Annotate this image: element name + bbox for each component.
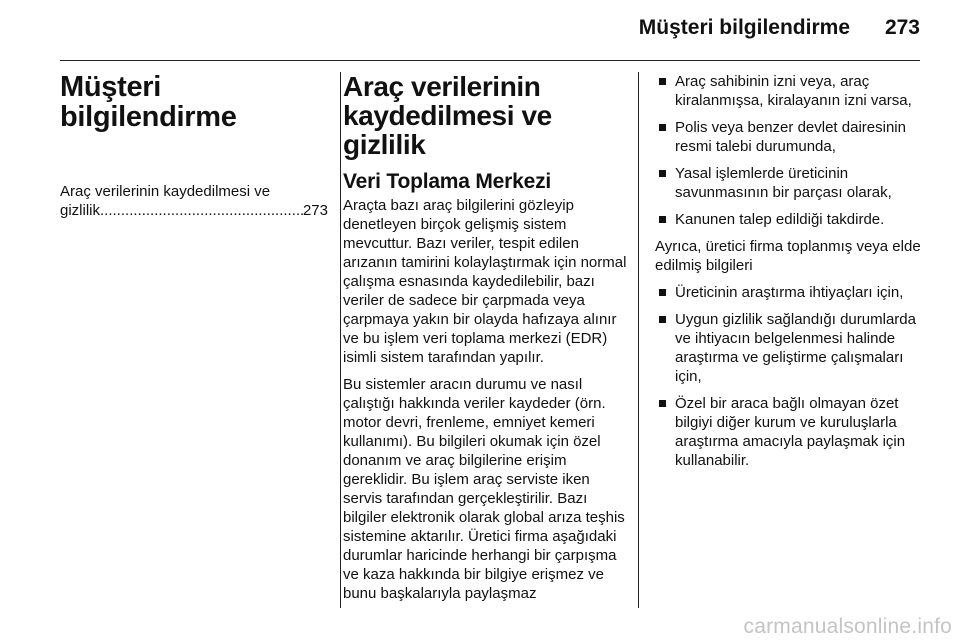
square-bullet-icon bbox=[659, 316, 666, 323]
bullet-list-disclosure-conditions bbox=[655, 72, 923, 229]
list-item bbox=[655, 283, 923, 302]
body-paragraph: Ayrıca, üretici firma toplanmış veya elde edilmiş bilgileri bbox=[655, 238, 921, 274]
toc-entry-page: 273 bbox=[302, 202, 328, 219]
list-item bbox=[655, 164, 923, 202]
square-bullet-icon bbox=[659, 216, 666, 223]
square-bullet-icon bbox=[659, 124, 666, 131]
right-column bbox=[655, 72, 923, 478]
middle-column bbox=[343, 72, 628, 611]
toc-entry-line2: gizlilik bbox=[60, 202, 101, 219]
table-of-contents bbox=[60, 182, 328, 220]
list-item bbox=[655, 394, 923, 470]
square-bullet-icon bbox=[659, 170, 666, 177]
toc-entry-row bbox=[60, 201, 328, 220]
body-paragraph: Araçta bazı araç bilgilerini gözleyip denetleyen birçok gelişmiş sistem mevcuttur. Bazı veriler, tespit edilen arızanın tamirini kolaylaştırmak için normal çalışma esnasında kaydedilebilir, bazı veriler de sadece bir çarpmada veya çarpmaya yakın bir olayda hafızaya alınır ve bu işlem veri toplama merkezi (EDR) isimli sistem tarafından yapılır. bbox=[343, 197, 627, 366]
bullet-list-data-usage bbox=[655, 283, 923, 470]
list-item-text: Yasal işlemlerde üreticinin savunmasının bir parçası olarak, bbox=[675, 165, 892, 201]
list-item-text: Kanunen talep edildiği takdirde. bbox=[675, 211, 885, 228]
subsection-heading: Veri Toplama Merkezi bbox=[343, 170, 552, 193]
watermark: carmanualsonline.info bbox=[743, 615, 952, 638]
toc-leader-dots bbox=[100, 201, 303, 220]
page-number: 273 bbox=[884, 16, 920, 39]
square-bullet-icon bbox=[659, 78, 666, 85]
list-item-text: Üreticinin araştırma ihtiyaçları için, bbox=[675, 284, 904, 301]
list-item bbox=[655, 118, 923, 156]
list-item-text: Polis veya benzer devlet dairesinin resmi talebi durumunda, bbox=[675, 119, 906, 155]
list-item-text: Uygun gizlilik sağlandığı durumlarda ve ihtiyacın belgelenmesi halinde araştırma ve geliştirme çalışmaları için, bbox=[675, 311, 916, 385]
section-heading: Araç verilerinin kaydedilmesi ve gizlilik bbox=[343, 71, 552, 160]
square-bullet-icon bbox=[659, 400, 666, 407]
toc-entry[interactable] bbox=[60, 182, 328, 220]
list-item bbox=[655, 310, 923, 386]
chapter-heading: Müşteri bilgilendirme bbox=[60, 71, 237, 133]
toc-entry-line1: Araç verilerinin kaydedilmesi ve bbox=[60, 183, 271, 200]
list-item-text: Özel bir araca bağlı olmayan özet bilgiyi diğer kurum ve kuruluşlarla araştırma amacıyla paylaşmak için kullanabilir. bbox=[675, 395, 906, 469]
list-item-text: Araç sahibinin izni veya, araç kiralanmışsa, kiralayanın izni varsa, bbox=[675, 73, 912, 109]
column-divider-right bbox=[638, 72, 639, 608]
header-divider bbox=[60, 60, 920, 61]
left-column bbox=[60, 72, 328, 220]
body-paragraph: Bu sistemler aracın durumu ve nasıl çalıştığı hakkında veriler kaydeder (örn. motor devri, frenleme, emniyet kemeri kullanımı). Bu bilgileri okumak için özel donanım ve araç bilgilerine erişim gereklidir. Bu işlem araç serviste iken servis tarafından gerçekleştirilir. Bazı bilgiler elektronik olarak global arıza teşhis sistemine aktarılır. Üretici firma aşağıdaki durumlar haricinde herhangi bir çarpışma ve kaza hakkında bir bilgiye erişmez ve bunu başkalarıyla paylaşmaz bbox=[343, 376, 625, 602]
list-item bbox=[655, 72, 923, 110]
square-bullet-icon bbox=[659, 289, 666, 296]
page-header-title: Müşteri bilgilendirme bbox=[638, 16, 850, 39]
list-item bbox=[655, 210, 923, 229]
column-divider-left bbox=[340, 72, 341, 608]
